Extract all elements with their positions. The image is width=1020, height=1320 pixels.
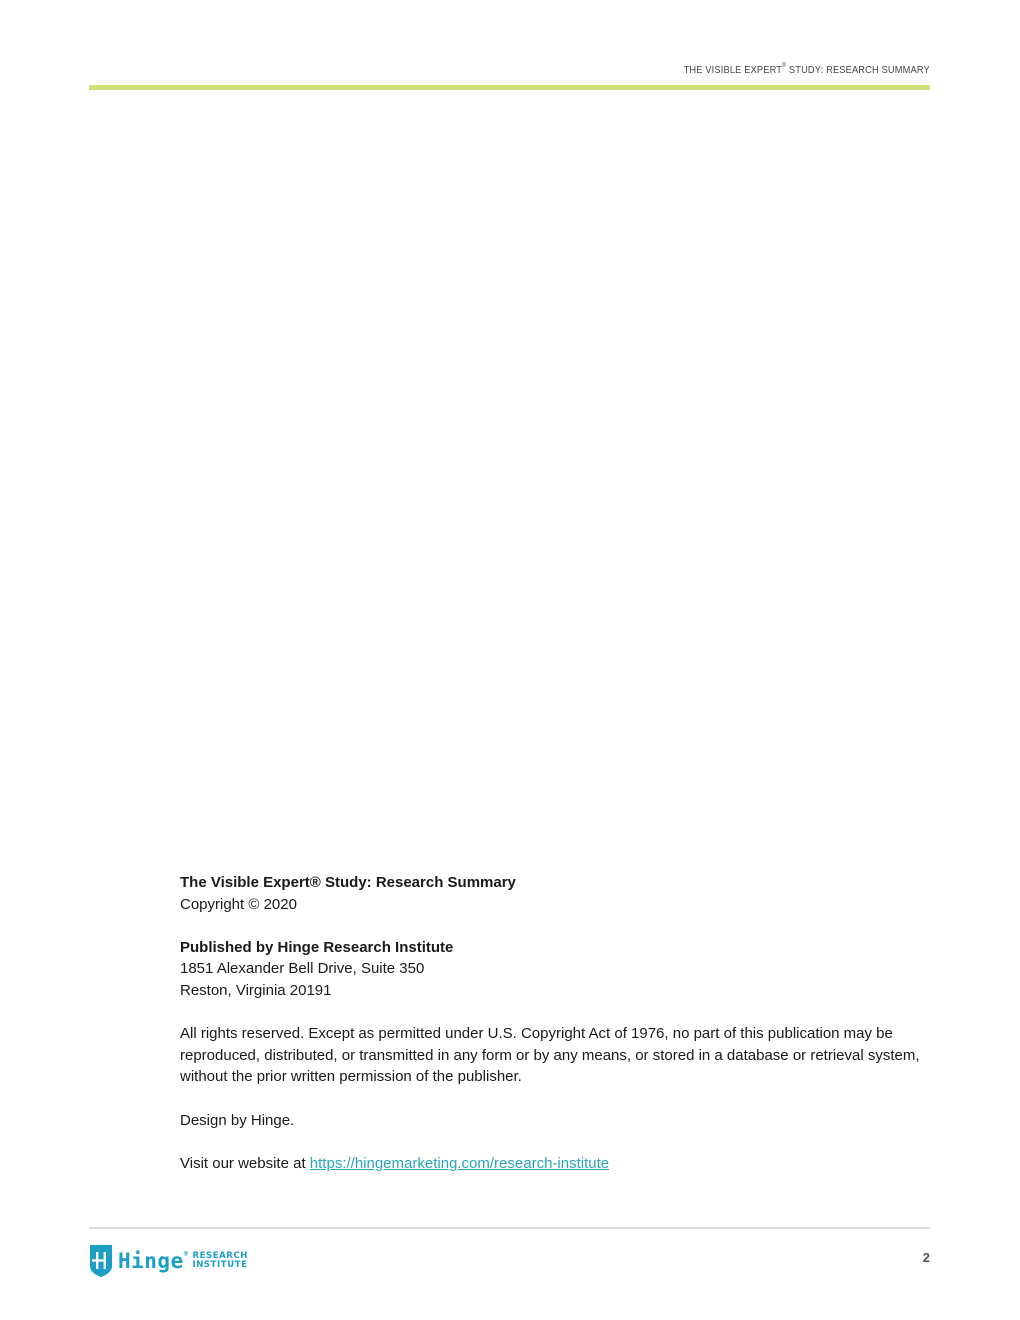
imprint-block: [180, 872, 920, 1174]
running-header: [684, 64, 930, 76]
hinge-shield-icon: [89, 1244, 113, 1278]
logo-wordmark: [118, 1248, 189, 1273]
website-prefix: Visit our website at: [180, 1154, 310, 1172]
design-credit: Design by Hinge.: [180, 1111, 295, 1129]
address-line-2: Reston, Virginia 20191: [180, 981, 332, 999]
publisher-line: Published by Hinge Research Institute: [180, 938, 454, 956]
footer-rule: [89, 1227, 930, 1229]
rights-statement: All rights reserved. Except as permitted under U.S. Copyright Act of 1976, no part of this publication may be reproduced, distributed, or transmitted in any form or by any means, or stored in a database or retrieval system, without the prior written permission of the publisher.: [180, 1025, 920, 1086]
logo-registered-mark: ®: [183, 1249, 189, 1258]
running-header-title: THE VISIBLE EXPERT: [683, 64, 783, 76]
website-line: [180, 1153, 920, 1175]
logo-subtitle: [192, 1252, 248, 1270]
website-link[interactable]: https://hingemarketing.com/research-institute: [309, 1154, 610, 1172]
running-header-subtitle: STUDY: RESEARCH SUMMARY: [786, 64, 930, 76]
registered-mark: ®: [782, 63, 787, 69]
publication-title: The Visible Expert® Study: Research Summary: [180, 874, 516, 891]
hinge-research-institute-logo: [89, 1244, 248, 1278]
logo-subtitle-line-2: INSTITUTE: [192, 1260, 248, 1270]
page-number: 2: [922, 1250, 930, 1265]
logo-word: Hinge: [118, 1248, 184, 1273]
logo-subtitle-line-1: RESEARCH: [192, 1251, 248, 1261]
address-line-1: 1851 Alexander Bell Drive, Suite 350: [180, 960, 425, 978]
header-accent-rule: [89, 85, 930, 90]
copyright-line: Copyright © 2020: [180, 895, 297, 913]
